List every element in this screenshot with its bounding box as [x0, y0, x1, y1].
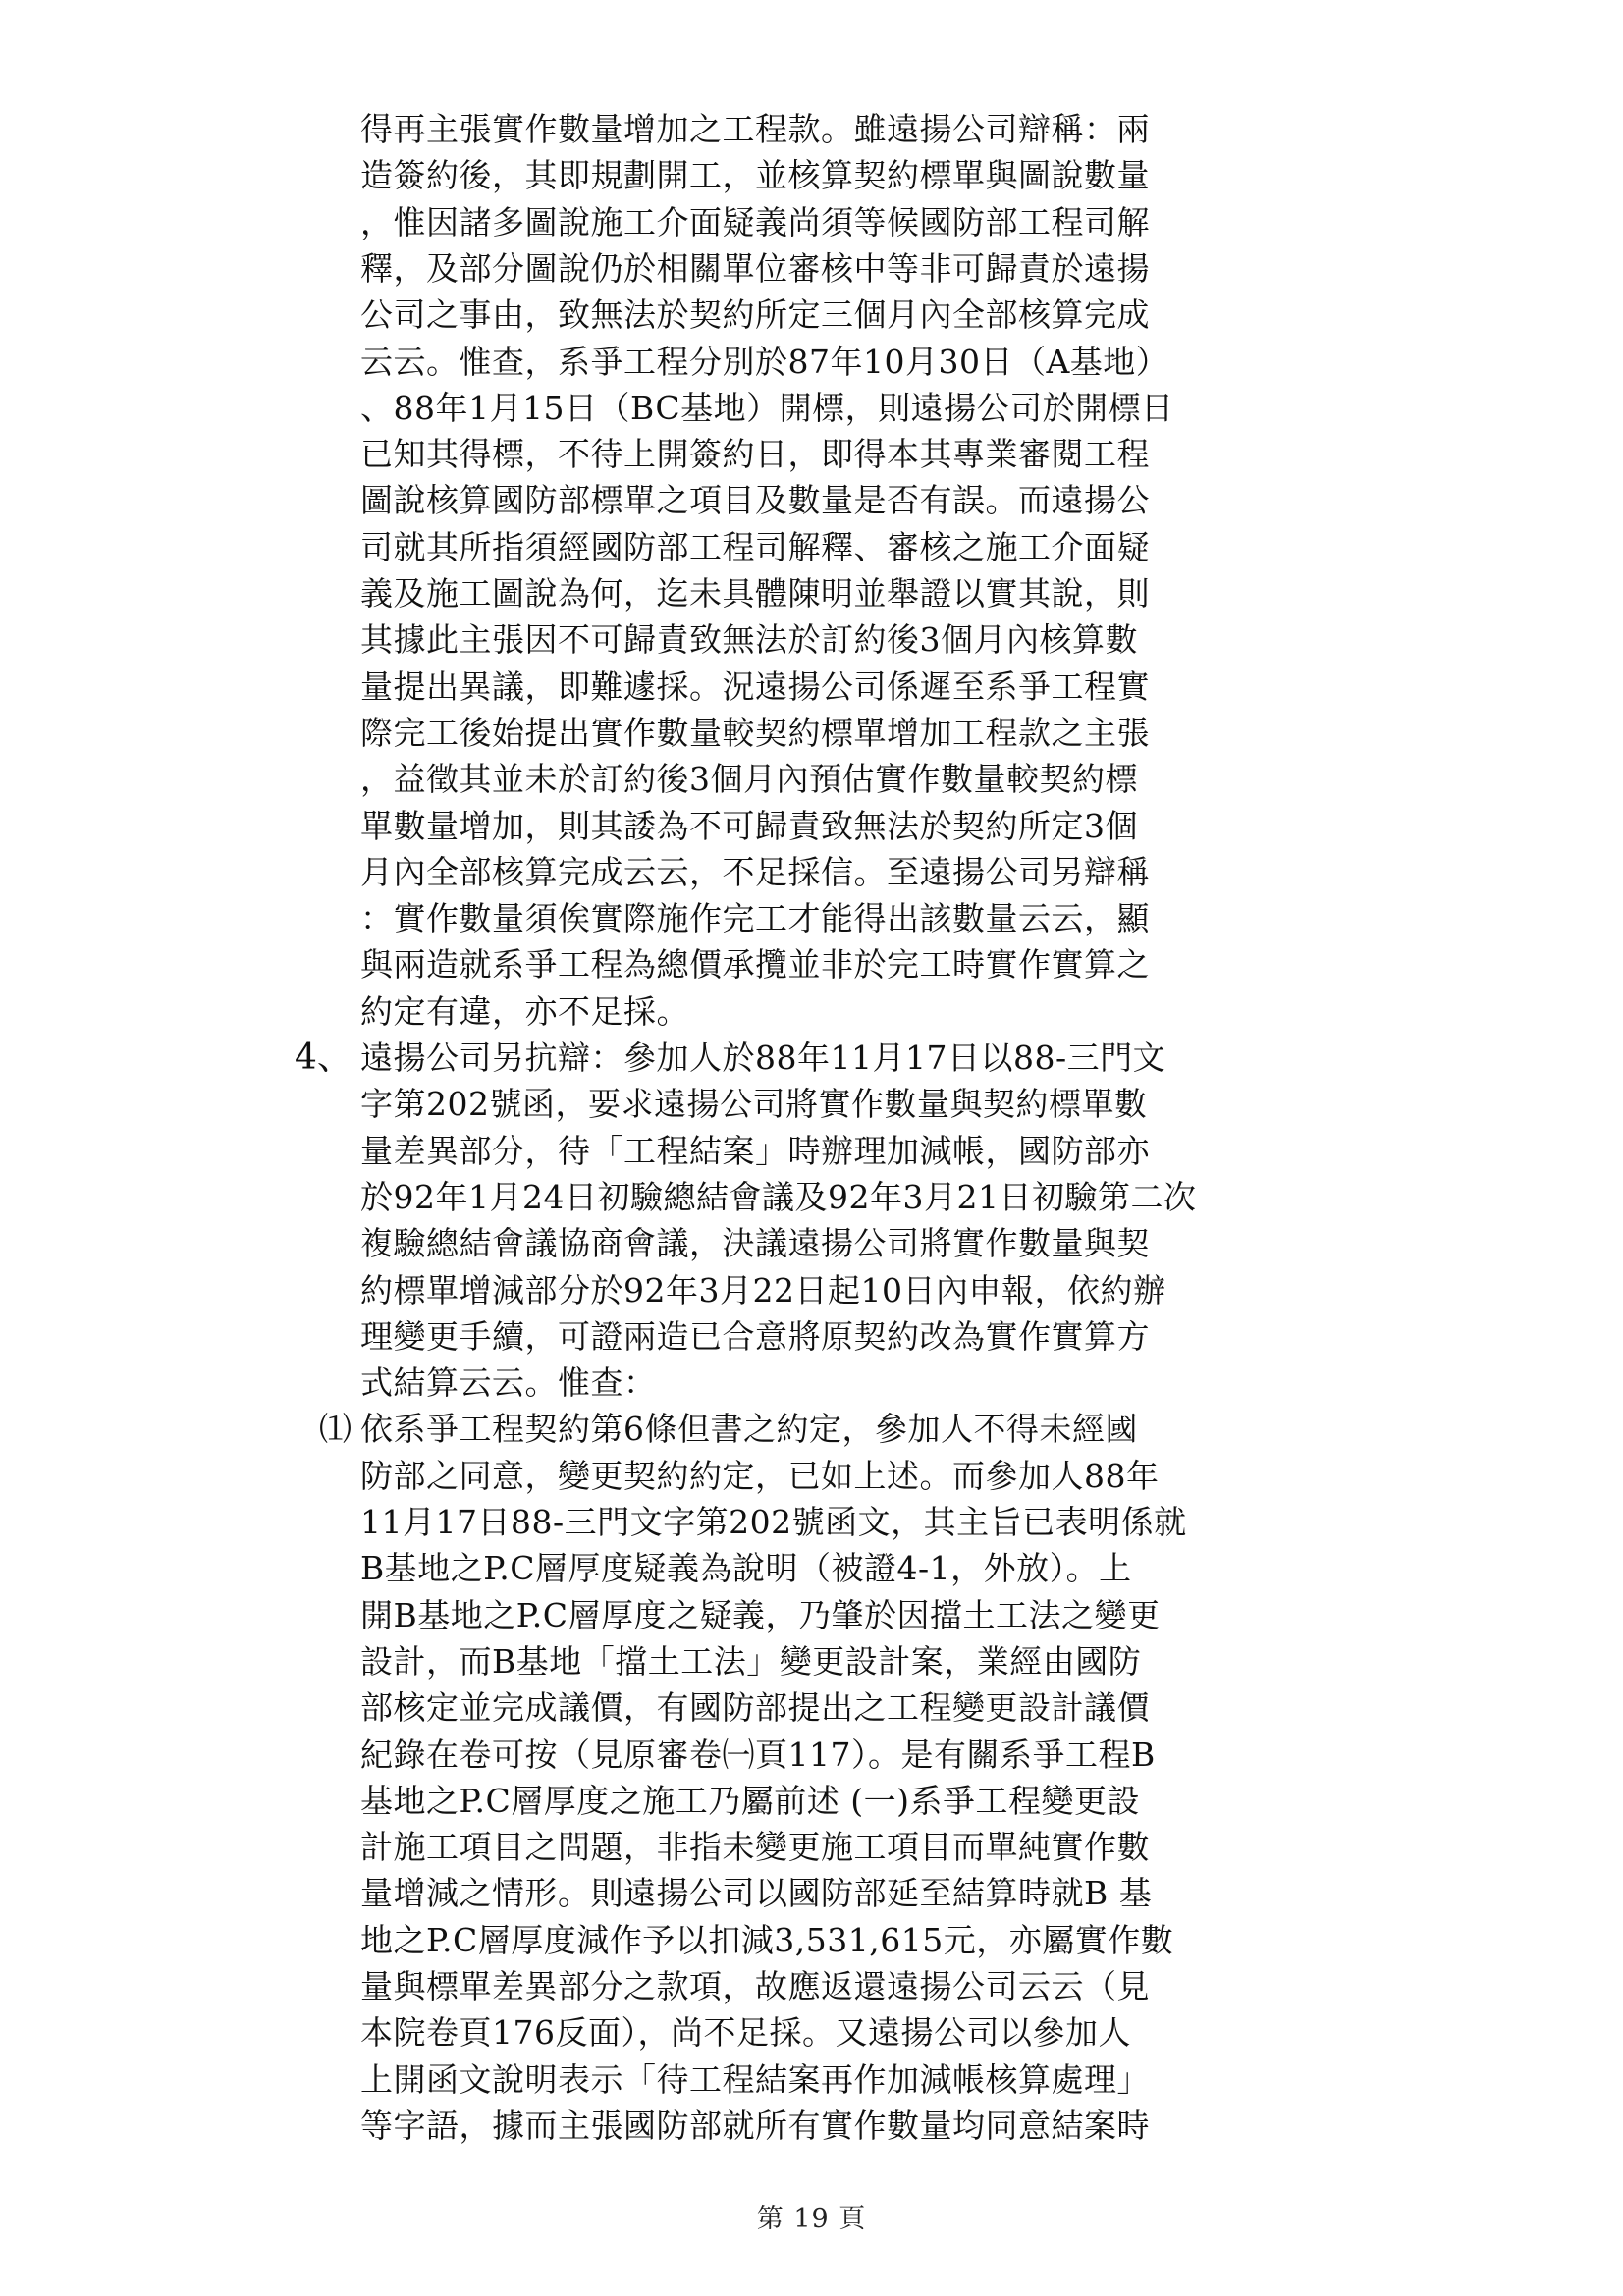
text-line: 地之P.C層厚度減作予以扣減3,531,615元，亦屬實作數 — [360, 1921, 1174, 1959]
text-line: 云云。惟查，系爭工程分別於87年10月30日（A基地） — [360, 343, 1169, 381]
text-line: 、88年1月15日（BC基地）開標，則遠揚公司於開標日 — [360, 389, 1174, 427]
text-line: 與兩造就系爭工程為總價承攬並非於完工時實作實算之 — [360, 945, 1150, 984]
text-line: 司就其所指須經國防部工程司解釋、審核之施工介面疑 — [360, 528, 1150, 566]
text-line: 開B基地之P.C層厚度之疑義，乃肇於因擋土工法之變更 — [360, 1596, 1161, 1634]
text-line: 造簽約後，其即規劃開工，並核算契約標單與圖說數量 — [360, 156, 1150, 194]
text-line: 11月17日88-三門文字第202號函文，其主旨已表明係就 — [360, 1503, 1187, 1541]
text-line: 公司之事由，致無法於契約所定三個月內全部核算完成 — [360, 295, 1150, 334]
text-line: 其據此主張因不可歸責致無法於訂約後3個月內核算數 — [360, 620, 1138, 659]
text-line: 約定有違，亦不足採。 — [360, 992, 689, 1031]
text-line: 理變更手續，可證兩造已合意將原契約改為實作實算方 — [360, 1317, 1150, 1356]
text-line: 設計，而B基地「擋土工法」變更設計案，業經由國防 — [360, 1642, 1142, 1681]
text-line: 月內全部核算完成云云，不足採信。至遠揚公司另辯稱 — [360, 853, 1150, 891]
text-line: 圖說核算國防部標單之項目及數量是否有誤。而遠揚公 — [360, 481, 1150, 519]
text-line: 量差異部分，待「工程結案」時辦理加減帳，國防部亦 — [360, 1132, 1150, 1170]
text-line: 量提出異議，即難遽採。況遠揚公司係遲至系爭工程實 — [360, 667, 1150, 706]
text-line: 義及施工圖說為何，迄未具體陳明並舉證以實其說，則 — [360, 574, 1150, 613]
text-line: 於92年1月24日初驗總結會議及92年3月21日初驗第二次 — [360, 1178, 1197, 1216]
text-line: ：實作數量須俟實際施作完工才能得出該數量云云，顯 — [360, 899, 1150, 937]
text-line: ，惟因諸多圖說施工介面疑義尚須等候國防部工程司解 — [360, 203, 1150, 241]
text-line: 防部之同意，變更契約約定，已如上述。而參加人88年 — [360, 1457, 1160, 1495]
text-line: 約標單增減部分於92年3月22日起10日內申報，依約辦 — [360, 1271, 1166, 1309]
text-line: 量增減之情形。則遠揚公司以國防部延至結算時就B 基 — [360, 1874, 1153, 1912]
sub-item-number: ⑴ — [319, 1410, 352, 1448]
text-line: 複驗總結會議協商會議，決議遠揚公司將實作數量與契 — [360, 1224, 1150, 1262]
text-line: 紀錄在卷可按（見原審卷㈠頁117）。是有關系爭工程B — [360, 1735, 1156, 1774]
text-line: 式結算云云。惟查： — [360, 1363, 657, 1402]
text-line: 單數量增加，則其諉為不可歸責致無法於契約所定3個 — [360, 807, 1138, 845]
text-line: ，益徵其並未於訂約後3個月內預估實作數量較契約標 — [360, 760, 1138, 798]
text-line: 得再主張實作數量增加之工程款。雖遠揚公司辯稱：兩 — [360, 110, 1150, 148]
text-line: 遠揚公司另抗辯：參加人於88年11月17日以88-三門文 — [360, 1039, 1166, 1077]
text-line: 等字語，據而主張國防部就所有實作數量均同意結案時 — [360, 2107, 1150, 2145]
text-line: 字第202號函，要求遠揚公司將實作數量與契約標單數 — [360, 1085, 1148, 1123]
text-line: 量與標單差異部分之款項，故應返還遠揚公司云云（見 — [360, 1967, 1150, 2005]
page-number: 第 19 頁 — [756, 2204, 867, 2234]
text-line: 依系爭工程契約第6條但書之約定，參加人不得未經國 — [360, 1410, 1138, 1448]
text-line: 基地之P.C層厚度之施工乃屬前述 (一)系爭工程變更設 — [360, 1782, 1140, 1820]
text-line: 已知其得標，不待上開簽約日，即得本其專業審閱工程 — [360, 435, 1150, 473]
item-number: 4、 — [295, 1038, 352, 1078]
text-line: 上開函文說明表示「待工程結案再作加減帳核算處理」 — [360, 2060, 1150, 2099]
text-line: 計施工項目之問題，非指未變更施工項目而單純實作數 — [360, 1828, 1150, 1866]
text-line: 釋，及部分圖說仍於相關單位審核中等非可歸責於遠揚 — [360, 249, 1150, 288]
text-line: 部核定並完成議價，有國防部提出之工程變更設計議價 — [360, 1688, 1150, 1727]
text-line: 際完工後始提出實作數量較契約標單增加工程款之主張 — [360, 714, 1150, 752]
text-line: 本院卷頁176反面），尚不足採。又遠揚公司以參加人 — [360, 2013, 1131, 2052]
text-line: B基地之P.C層厚度疑義為說明（被證4-1，外放）。上 — [360, 1549, 1132, 1587]
